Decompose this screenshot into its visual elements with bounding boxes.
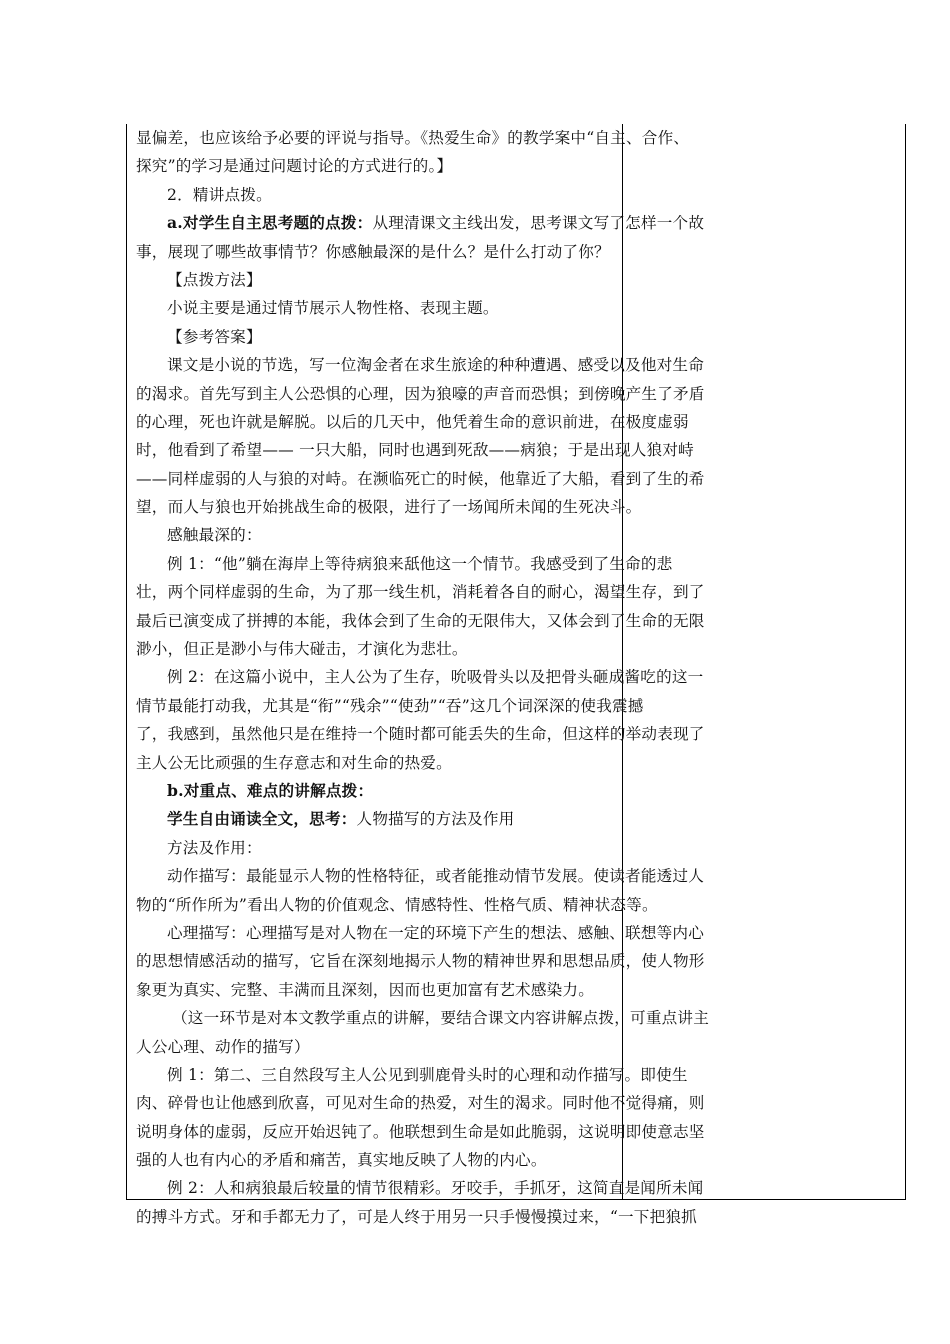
line-text: 壮，两个同样虚弱的生命，为了那一线生机，消耗着各自的耐心，渴望生存，到了 xyxy=(136,583,705,602)
line-text: 的渴求。首先写到主人公恐惧的心理，因为狼嚎的声音而恐惧；到傍晚产生了矛盾 xyxy=(136,384,705,403)
text-line xyxy=(136,1033,742,1061)
text-line xyxy=(136,465,742,493)
text-line xyxy=(136,124,742,152)
text-line xyxy=(136,607,742,635)
line-text: 象更为真实、完整、丰满而且深刻，因而也更加富有艺术感染力。 xyxy=(136,980,595,999)
text-line xyxy=(136,323,742,351)
line-text: 了，我感到，虽然他只是在维持一个随时都可能丢失的生命，但这样的举动表现了 xyxy=(136,725,705,744)
text-line xyxy=(136,805,742,833)
line-text: 望，而人与狼也开始挑战生命的极限，进行了一场闻所未闻的生死决斗。 xyxy=(136,498,642,517)
line-text: 渺小，但正是渺小与伟大碰击，才演化为悲壮。 xyxy=(136,640,468,659)
line-text: 动作描写：最能显示人物的性格特征，或者能推动情节发展。使读者能透过人 xyxy=(167,867,704,886)
text-line xyxy=(136,976,742,1004)
text-line xyxy=(136,266,742,294)
line-text: 时，他看到了希望—— 一只大船，同时也遇到死敌——病狼；于是出现人狼对峙 xyxy=(136,441,694,460)
text-line xyxy=(136,152,742,180)
bold-heading: 学生自由诵读全文，思考： xyxy=(167,809,357,829)
text-line xyxy=(136,1174,742,1202)
line-text: 情节最能打动我，尤其是“衔”“残余”“使劲”“吞”这几个词深深的使我震撼 xyxy=(136,696,644,715)
line-text: 的搏斗方式。牙和手都无力了，可是人终于用另一只手慢慢摸过来，“一下把狼抓 xyxy=(136,1207,697,1226)
text-line xyxy=(136,578,742,606)
text-line xyxy=(136,635,742,663)
text-line xyxy=(136,919,742,947)
text-line xyxy=(136,947,742,975)
text-line xyxy=(136,238,742,266)
text-line xyxy=(136,380,742,408)
lesson-content xyxy=(136,124,742,1226)
line-text: （这一环节是对本文教学重点的讲解，要结合课文内容讲解点拨，可重点讲主 xyxy=(172,1009,709,1028)
text-line xyxy=(136,777,742,805)
line-text: 例 1：“他”躺在海岸上等待病狼来舐他这一个情节。我感受到了生命的悲 xyxy=(167,554,673,573)
text-line xyxy=(136,294,742,322)
text-line xyxy=(136,351,742,379)
text-line xyxy=(136,550,742,578)
text-line xyxy=(136,1118,742,1146)
text-line xyxy=(136,1089,742,1117)
line-text: 感触最深的： xyxy=(167,526,262,545)
text-line xyxy=(136,1004,742,1032)
text-line xyxy=(136,663,742,691)
line-text: 从理清课文主线出发，思考课文写了怎样一个故 xyxy=(372,214,705,233)
line-text: 【点拨方法】 xyxy=(167,270,262,289)
line-text: 的思想情感活动的描写，它旨在深刻地揭示人物的精神世界和思想品质，使人物形 xyxy=(136,952,705,971)
line-text: 显偏差，也应该给予必要的评说与指导。《热爱生命》的教学案中“自主、合作、 xyxy=(136,129,690,147)
text-line xyxy=(136,209,742,237)
line-text: 方法及作用： xyxy=(167,838,262,857)
text-line xyxy=(136,862,742,890)
text-line xyxy=(136,408,742,436)
text-line xyxy=(136,521,742,549)
bold-heading: a.对学生自主思考题的点拨： xyxy=(167,213,373,233)
text-line xyxy=(136,720,742,748)
text-line xyxy=(136,1146,742,1174)
line-text: 小说主要是通过情节展示人物性格、表现主题。 xyxy=(167,299,499,318)
line-text: 例 1：第二、三自然段写主人公见到驯鹿骨头时的心理和动作描写。即使生 xyxy=(167,1065,688,1084)
text-line xyxy=(136,891,742,919)
line-text: 【参考答案】 xyxy=(167,327,262,346)
line-text: 强的人也有内心的矛盾和痛苦，真实地反映了人物的内心。 xyxy=(136,1151,547,1170)
text-line xyxy=(136,1061,742,1089)
text-line xyxy=(136,834,742,862)
line-text: 2．精讲点拨。 xyxy=(167,185,272,204)
text-line xyxy=(136,436,742,464)
line-text: 例 2：人和病狼最后较量的情节很精彩。牙咬手，手抓牙，这简直是闻所未闻 xyxy=(167,1179,704,1198)
text-line xyxy=(136,493,742,521)
text-line xyxy=(136,749,742,777)
line-text: 最后已演变成了拼搏的本能，我体会到了生命的无限伟大，又体会到了生命的无限 xyxy=(136,611,705,630)
line-text: 的心理，死也许就是解脱。以后的几天中，他凭着生命的意识前进，在极度虚弱 xyxy=(136,412,689,431)
line-text: 例 2：在这篇小说中，主人公为了生存，吮吸骨头以及把骨头砸成酱吃的这一 xyxy=(167,668,704,687)
line-text: 心理描写：心理描写是对人物在一定的环境下产生的想法、感触、联想等内心 xyxy=(167,923,704,942)
bold-heading: b.对重点、难点的讲解点拨： xyxy=(167,780,374,800)
line-text: 说明身体的虚弱，反应开始迟钝了。他联想到生命是如此脆弱，这说明即使意志坚 xyxy=(136,1122,705,1141)
line-text: 人物描写的方法及作用 xyxy=(356,810,515,829)
line-text: ——同样虚弱的人与狼的对峙。在濒临死亡的时候，他靠近了大船，看到了生的希 xyxy=(136,469,705,488)
line-text: 物的“所作所为”看出人物的价值观念、情感特性、性格气质、精神状态等。 xyxy=(136,895,658,914)
line-text: 探究”的学习是通过问题讨论的方式进行的。】 xyxy=(136,157,453,176)
text-line xyxy=(136,1203,742,1231)
line-text: 课文是小说的节选，写一位淘金者在求生旅途的种种遭遇、感受以及他对生命 xyxy=(167,356,704,375)
text-line xyxy=(136,181,742,209)
line-text: 主人公无比顽强的生存意志和对生命的热爱。 xyxy=(136,753,452,772)
line-text: 事，展现了哪些故事情节？你感触最深的是什么？是什么打动了你？ xyxy=(136,242,610,261)
line-text: 人公心理、动作的描写） xyxy=(136,1037,310,1056)
text-line xyxy=(136,692,742,720)
line-text: 肉、碎骨也让他感到欣喜，可见对生命的热爱，对生的渴求。同时他不觉得痛，则 xyxy=(136,1094,705,1113)
